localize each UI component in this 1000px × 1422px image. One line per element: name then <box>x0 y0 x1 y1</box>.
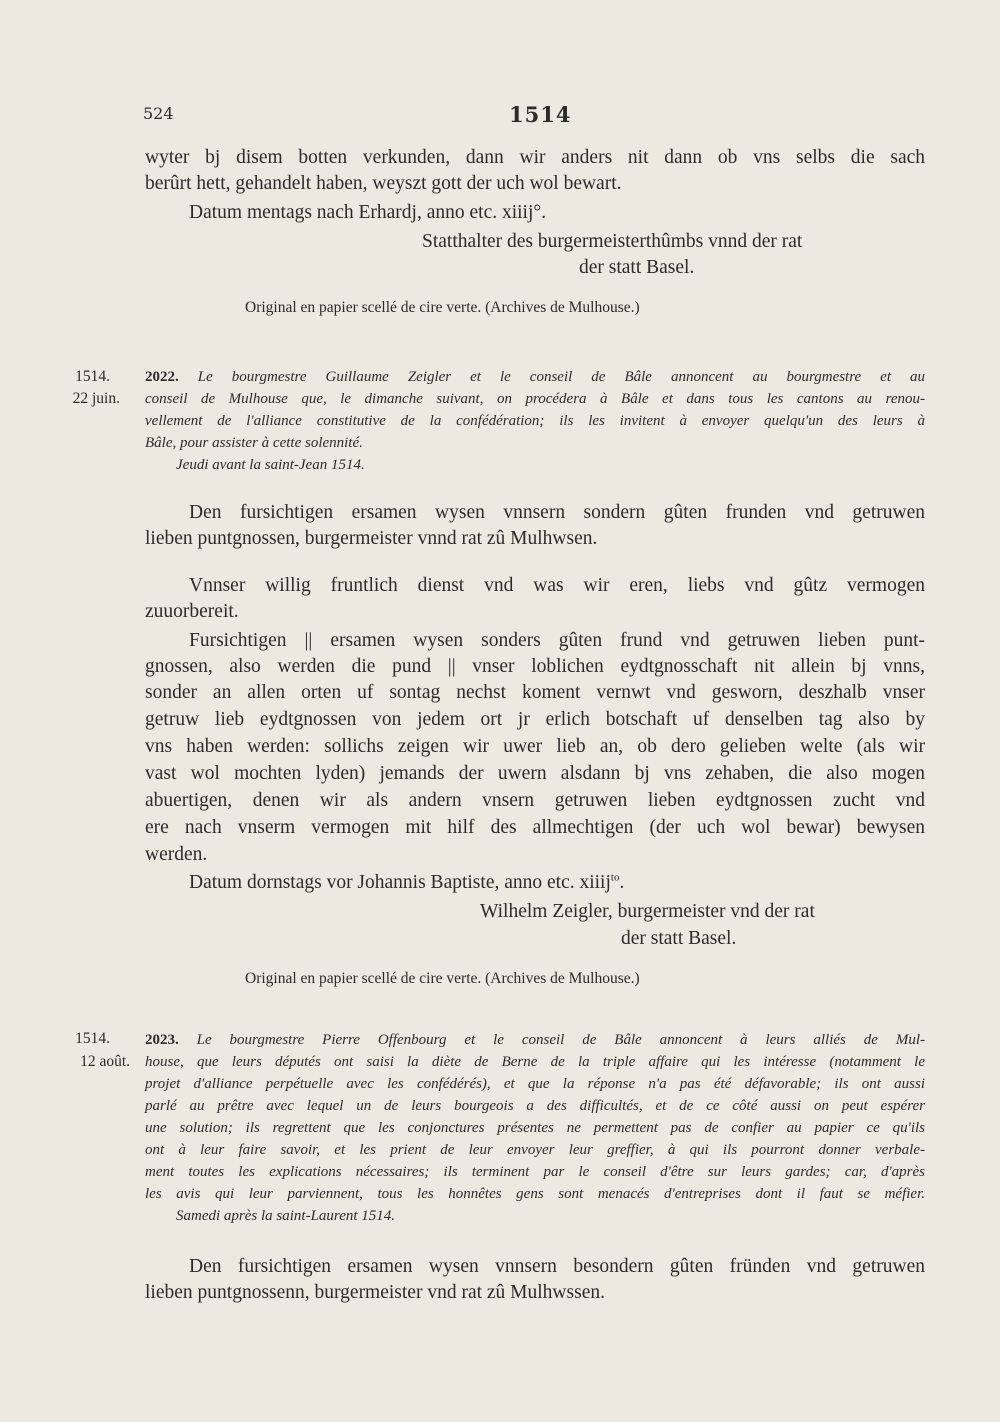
date-line: Datum mentags nach Erhardj, anno etc. xiiij°. <box>189 202 547 223</box>
regest-line: parlé au prêtre avec lequel un de leurs bourgeois a des difficultés, et de ce côté aussi on peut espérer <box>145 1098 925 1114</box>
address-line: Den fursichtigen ersamen wysen vnnsern besondern gûten fründen vnd getruwen <box>189 1256 925 1277</box>
body-line: werden. <box>145 844 208 865</box>
body-line: getruw lieb eydtgnossen von jedem ort jr erlich botschaft uf denselben tag also by <box>145 709 925 730</box>
document-number: 2023. <box>145 1032 179 1048</box>
regest-line: conseil de Mulhouse que, le dimanche suivant, on procédera à Bâle et dans tous les cantons au renou- <box>145 391 925 407</box>
regest-line: ment toutes les explications nécessaires; ils terminent par le conseil d'être sur leurs gardes; car, d'après <box>145 1164 925 1180</box>
regest-line: les avis qui leur parviennent, tous les honnêtes gens sont menacés d'entreprises dont il faut se méfier. <box>145 1186 925 1202</box>
regest-line: projet d'alliance perpétuelle avec les confédérés), et que la réponse n'a pas été défavorable; ils ont aussi <box>145 1076 925 1092</box>
text-line: wyter bj disem botten verkunden, dann wir anders nit dann ob vns selbs die sach <box>145 147 925 168</box>
body-line: vns haben werden: sollichs zeigen wir uwer lieb an, ob dero gelieben welte (als wir <box>145 736 925 757</box>
text-line: berûrt hett, gehandelt haben, weyszt gott der uch wol bewart. <box>145 173 622 194</box>
address-line: lieben puntgnossen, burgermeister vnnd rat zû Mulhwsen. <box>145 528 598 549</box>
page-number: 524 <box>143 104 174 123</box>
date-line: Datum dornstags vor Johannis Baptiste, anno etc. xiiij$^{to}$. <box>189 871 625 893</box>
dated-line: Jeudi avant la saint-Jean 1514. <box>176 457 365 473</box>
address-line: lieben puntgnossenn, burgermeister vnd rat zû Mulhwssen. <box>145 1282 605 1303</box>
signature-line: der statt Basel. <box>579 257 695 278</box>
regest-line: 2022. Le bourgmestre Guillaume Zeigler et le conseil de Bâle annoncent au bourgmestre et au <box>145 369 925 385</box>
body-line: gnossen, also werden die pund || vnser loblichen eydtgnosschaft nit allein bj vnns, <box>145 656 925 677</box>
signature-line: Wilhelm Zeigler, burgermeister vnd der rat <box>480 901 815 922</box>
greeting-line: zuuorbereit. <box>145 601 239 622</box>
margin-date: 12 août. <box>80 1053 130 1070</box>
greeting-line: Vnnser willig fruntlich dienst vnd was wir eren, liebs vnd gûtz vermogen <box>189 575 925 596</box>
body-line: vast wol mochten lyden) jemands der uwern alsdann bj vns zehaben, die also mogen <box>145 763 925 784</box>
body-line: abuertigen, denen wir als andern vnsern getruwen lieben eydtgnossen zucht vnd <box>145 790 925 811</box>
body-line: sonder an allen orten uf sontag nechst koment vernwt vnd gesworn, deszhalb vnser <box>145 682 925 703</box>
regest-line: une solution; ils regrettent que les conjonctures présentes ne permettent pas de confier au papier ce qu'ils <box>145 1120 925 1136</box>
regest-line: 2023. Le bourgmestre Pierre Offenbourg et le conseil de Bâle annoncent à leurs alliés de Mul- <box>145 1032 925 1048</box>
source-note: Original en papier scellé de cire verte. (Archives de Mulhouse.) <box>245 299 640 316</box>
margin-year: 1514. <box>75 368 110 385</box>
body-line: Fursichtigen || ersamen wysen sonders gûten frund vnd getruwen lieben punt- <box>189 630 925 651</box>
regest-line: house, que leurs députés ont saisi la diète de Berne de la triple affaire qui les intéresse (notamment le <box>145 1054 925 1070</box>
document-number: 2022. <box>145 369 179 385</box>
margin-date: 22 juin. <box>72 390 120 407</box>
body-line: ere nach vnserm vermogen mit hilf des allmechtigen (der uch wol bewar) bewysen <box>145 817 925 838</box>
signature-line: der statt Basel. <box>621 928 737 949</box>
signature-line: Statthalter des burgermeisterthûmbs vnnd der rat <box>422 231 803 252</box>
address-line: Den fursichtigen ersamen wysen vnnsern sondern gûten frunden vnd getruwen <box>189 502 925 523</box>
regest-line: vellement de l'alliance constitutive de la confédération; ils les invitent à envoyer quelqu'un des leurs à <box>145 413 925 429</box>
source-note: Original en papier scellé de cire verte. (Archives de Mulhouse.) <box>245 970 640 987</box>
regest-line: ont à leur faire savoir, et les prient de leur envoyer leur greffier, à qui ils pourront donner verbale- <box>145 1142 925 1158</box>
margin-year: 1514. <box>75 1030 110 1047</box>
dated-line: Samedi après la saint-Laurent 1514. <box>176 1208 396 1224</box>
running-header-year: 1514 <box>509 102 572 127</box>
regest-line: Bâle, pour assister à cette solennité. <box>145 435 363 451</box>
